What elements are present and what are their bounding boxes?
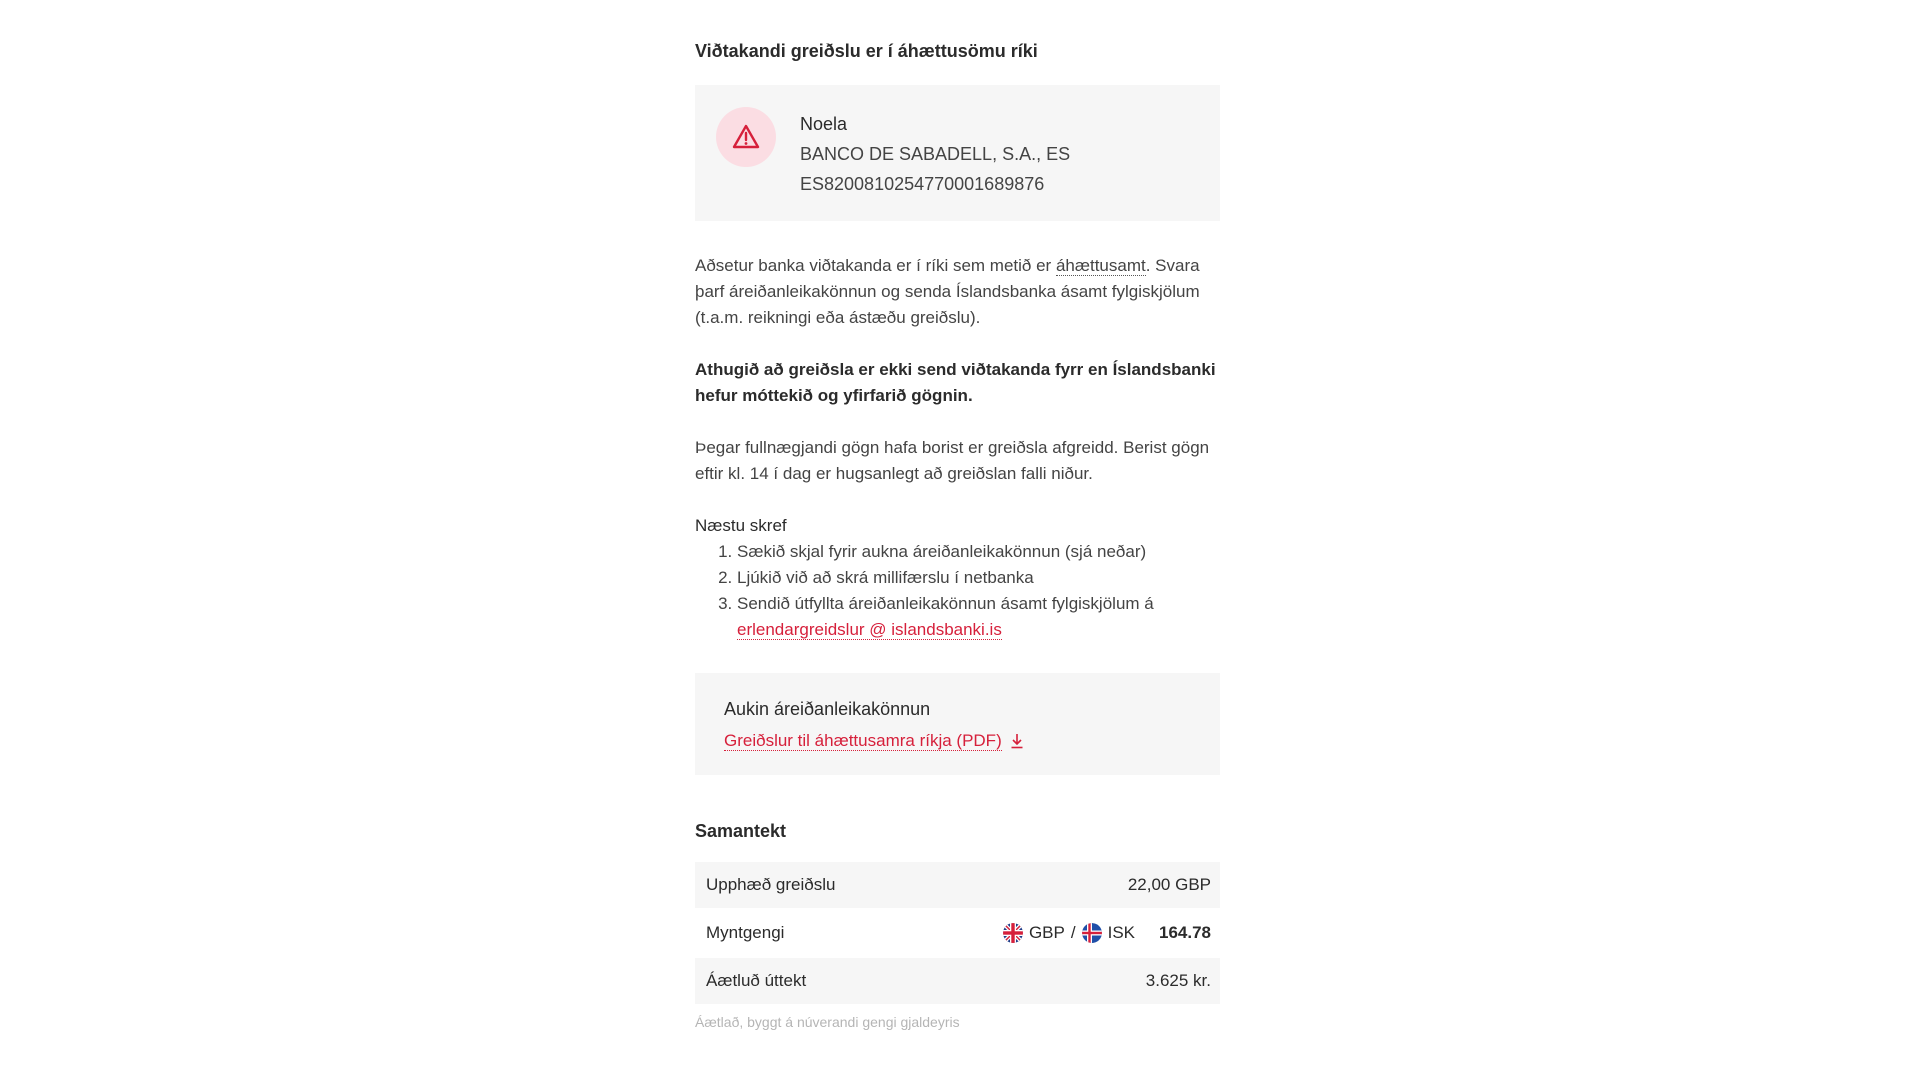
fx-from-currency: GBP	[1028, 923, 1065, 942]
next-steps-list	[695, 539, 1220, 643]
warning-icon	[732, 123, 760, 151]
warning-badge	[716, 107, 776, 167]
list-item	[737, 591, 1220, 643]
processing-note: Þegar fullnægjandi gögn hafa borist er greiðsla afgreidd. Berist gögn eftir kl. 14 í dag er hugsanlegt að greiðslan falli niður.	[695, 438, 1210, 483]
page-title: Viðtakandi greiðslu er í áhættusömu ríki	[695, 41, 1038, 61]
list-item: 2. Ljúkið við að skrá millifærslu í netbanka	[737, 565, 1220, 591]
fx-rate: 164.78	[1159, 923, 1211, 942]
download-icon[interactable]	[1010, 733, 1024, 749]
summary-title: Samantekt	[695, 821, 787, 841]
email-link[interactable]: erlendargreidslur @ islandsbanki.is	[737, 620, 1002, 639]
risk-explanation-text: Aðsetur banka viðtakanda er í ríki sem metið er	[695, 256, 1056, 275]
risk-explanation-text-end: . Svara þarf áreiðanleikakönnun og senda Íslandsbanka ásamt fylgiskjölum (t.a.m. reikningi eða ástæðu greiðslu).	[695, 256, 1200, 327]
iceland-flag-icon	[1082, 923, 1102, 943]
edd-card	[695, 673, 1220, 775]
recipient-iban: ES8200810254770001689876	[800, 174, 1045, 194]
summary-footnote: Áætlað, byggt á núverandi gengi gjaldeyris	[695, 1014, 960, 1030]
table-row	[695, 910, 1220, 956]
fx-label: Myntgengi	[706, 923, 785, 942]
amount-label: Upphæð greiðslu	[706, 875, 836, 894]
uk-flag-icon	[1003, 923, 1023, 943]
table-row	[695, 958, 1220, 1004]
next-steps-title: Næstu skref	[695, 516, 787, 535]
estimate-label: Áætluð úttekt	[706, 971, 807, 990]
risk-explanation	[695, 253, 1220, 331]
fx-to-currency: ISK	[1107, 923, 1135, 942]
table-row	[695, 862, 1220, 908]
high-risk-term[interactable]: áhættusamt	[1055, 256, 1146, 275]
fx-separator: /	[1070, 923, 1076, 942]
summary-table	[695, 862, 1220, 1004]
risk-notice-panel	[695, 30, 1220, 1030]
recipient-name: Noela	[800, 114, 848, 134]
estimate-value: 3.625 kr.	[1145, 971, 1211, 990]
fx-value	[1003, 923, 1211, 943]
pdf-download-link[interactable]: Greiðslur til áhættusamra ríkja (PDF)	[724, 731, 1002, 750]
edd-title: Aukin áreiðanleikakönnun	[724, 699, 931, 719]
recipient-card	[695, 85, 1220, 221]
list-item: 1. Sækið skjal fyrir aukna áreiðanleikakönnun (sjá neðar)	[737, 539, 1220, 565]
list-item-text: Sendið útfyllta áreiðanleikakönnun ásamt fylgiskjölum á	[737, 594, 1154, 613]
notice-bold: Athugið að greiðsla er ekki send viðtakanda fyrr en Íslandsbanki hefur móttekið og yfirfarið gögnin.	[695, 360, 1216, 405]
recipient-bank: BANCO DE SABADELL, S.A., ES	[800, 144, 1071, 164]
amount-value: 22,00 GBP	[1127, 875, 1211, 894]
